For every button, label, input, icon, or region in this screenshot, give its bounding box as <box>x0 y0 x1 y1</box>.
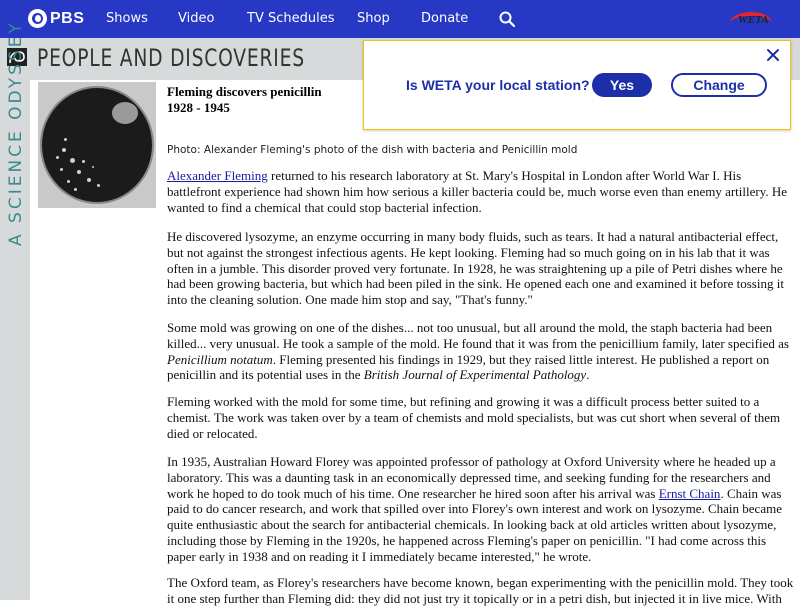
nav-item-video[interactable]: Video <box>178 11 215 26</box>
paragraph-1-text: returned to his research laboratory at St. Mary's Hospital in London after World War I. His battlefront experience had shown him how serious a killer bacteria could be, much worse even than enemy artillery. He wanted to find a chemical that could stop bacterial infection. <box>167 168 788 215</box>
alexander-fleming-link[interactable]: Alexander Fleming <box>167 168 268 183</box>
paragraph-5-text-b: . Chain was paid to do cancer research, and work that spilled over into Florey's own interest and work on lysozyme. Chain became quite enthusiastic about the search for antibacterial chemicals. In looking back at old articles written about lysozyme, including those by Fleming in the 1920s, he happened across Fleming's paper on penicillin. "I had come across this paper early in 1938 and on reading it I immediately became interested," he wrote. <box>167 485 782 564</box>
pbs-logo[interactable] <box>28 9 84 28</box>
section-title: PEOPLE AND DISCOVERIES <box>37 44 305 72</box>
paragraph-2: He discovered lysozyme, an enzyme occurring in many body fluids, such as tears. It had a natural antibacterial effect, but not against the strongest infectious agents. He kept looking. Fleming had so much going on in his lab that it was often in a jumble. This disorder proved very fortunate. In 1928, he was straightening up a pile of Petri dishes where he had been growing bacteria, but which had been piled in the sink. He opened each one and examined it before tossing it into the cleaning solution. One made him stop and say, "That's funny." <box>167 229 784 308</box>
nav-item-donate[interactable]: Donate <box>421 11 469 26</box>
weta-station-logo[interactable] <box>728 10 776 32</box>
pbs-head-icon <box>28 9 47 28</box>
side-title: A SCIENCE ODYSSEY <box>6 20 26 246</box>
weta-logo-text: WETA <box>738 14 769 26</box>
paragraph-4: Fleming worked with the mold for some time, but refining and growing it was a difficult process better suited to a chemist. The work was taken over by a team of chemists and mold specialists, but was cut short when several of them died or relocated. <box>167 394 781 441</box>
penicillium-notatum-text: Penicillium notatum <box>167 351 273 367</box>
penicillin-mold-image <box>112 102 138 124</box>
nav-item-shows[interactable]: Shows <box>106 11 148 26</box>
article-title: Fleming discovers penicillin <box>167 84 322 99</box>
yes-button[interactable]: Yes <box>592 73 652 97</box>
nav-item-tv-schedules[interactable]: TV Schedules <box>247 11 335 26</box>
article-dates: 1928 - 1945 <box>167 100 230 115</box>
top-navigation-bar <box>0 0 800 38</box>
change-button[interactable]: Change <box>671 73 767 97</box>
paragraph-3 <box>167 320 795 383</box>
search-icon[interactable] <box>499 11 515 27</box>
paragraph-5-text-a: In 1935, Australian Howard Florey was appointed professor of pathology at Oxford University where he headed up a laboratory. This was a daunting task in an economically depressed time, and seeking funding for the researchers and work he hoped to do took much of his time. One researcher he hired soon after his arrival was <box>167 454 776 501</box>
paragraph-3-text-a: Some mold was growing on one of the dishes... not too unusual, but all around the mold, the staph bacteria had been killed... very unusual. He took a sample of the mold. He found that it was from the penicillium family, later specified as <box>167 320 789 351</box>
photo-caption: Photo: Alexander Fleming's photo of the dish with bacteria and Penicillin mold <box>167 144 578 156</box>
ernst-chain-link[interactable]: Ernst Chain <box>658 485 721 501</box>
nav-item-shop[interactable]: Shop <box>357 11 390 26</box>
journal-name-text: British Journal of Experimental Pathology <box>363 367 587 383</box>
pbs-logo-text: PBS <box>50 9 85 27</box>
local-station-question: Is WETA your local station? <box>406 77 590 93</box>
paragraph-6: The Oxford team, as Florey's researchers have become known, began experimenting with the penicillin mold. They took it one step further than Fleming did: they did not just try it topically or in a petri dish, but injected it in live mice. With <box>167 575 794 606</box>
petri-dish-photo <box>38 82 156 208</box>
local-station-popup <box>363 40 791 130</box>
petri-dish-image <box>40 86 154 204</box>
paragraph-3-text-c: . <box>586 367 590 383</box>
paragraph-5 <box>167 454 795 565</box>
close-icon[interactable] <box>765 47 781 63</box>
paragraph-3-text-b: . Fleming presented his findings in 1929, but they raised little interest. He published a report on penicillin and its potential uses in the <box>167 351 770 383</box>
paragraph-1 <box>167 168 795 215</box>
